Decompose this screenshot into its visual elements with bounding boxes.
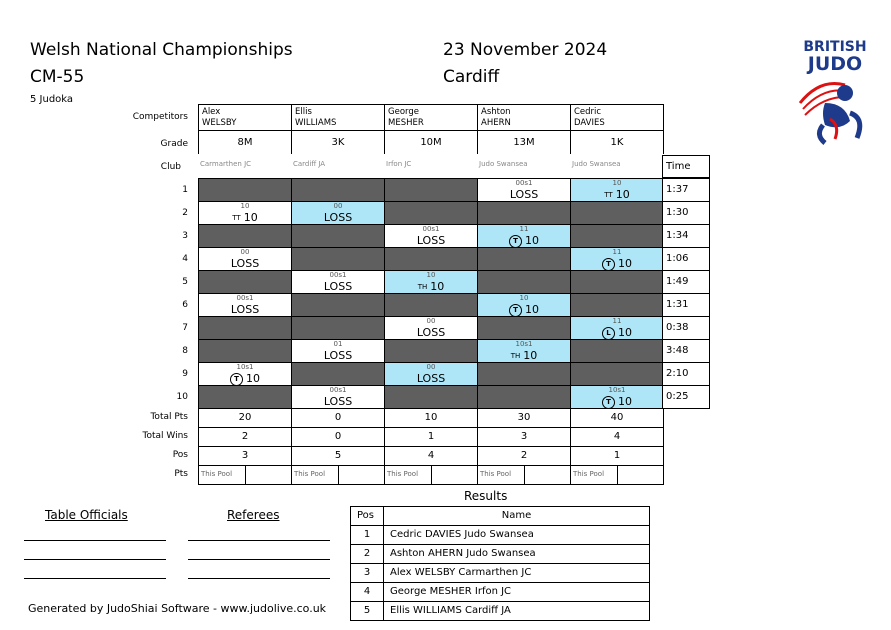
match-result-cell [384,270,478,294]
competitor-first-name: Cedric [574,107,602,117]
match-result-cell [291,201,385,225]
match-result-cell [477,247,571,271]
technique-icon: T [602,396,615,409]
summary-cell [570,408,664,428]
results-name: Alex WELSBY Carmarthen JC [383,563,650,583]
logo-line2: JUDO [807,53,863,75]
referees-label: Referees [227,508,280,522]
match-result [199,211,291,224]
match-result [385,280,477,293]
summary-cell [291,427,385,447]
grade-cell [198,130,292,155]
label-club: Club [160,162,181,172]
club-value: Cardiff JA [293,160,326,168]
grade-value: 1K [610,137,624,148]
summary-cell [477,408,571,428]
match-result [478,349,570,362]
technique-icon: T [230,373,243,386]
technique-icon: TT [604,191,613,199]
summary-value: 3 [241,450,249,461]
competitor-name-cell [291,104,385,131]
match-result-cell [477,270,571,294]
table-official-line-3 [24,578,166,579]
pool-points-cell [291,465,385,485]
summary-cell [198,408,292,428]
match-score: 10s1 [236,363,254,371]
footer-credit: Generated by JudoShiai Software - www.judolive.co.uk [28,602,327,615]
grade-cell [477,130,571,155]
match-number: 2 [182,208,188,218]
match-result-cell [198,293,292,317]
match-time: 0:25 [666,391,689,402]
match-time-cell [662,316,710,340]
match-result-cell [477,224,571,248]
club-cell [291,154,385,178]
label-competitors: Competitors [132,112,188,122]
match-result-cell [384,339,478,363]
this-pool-label: This Pool [201,470,233,478]
table-official-line-1 [24,540,166,541]
match-time-cell [662,339,710,363]
match-time: 1:49 [666,276,689,287]
match-result [199,303,291,316]
results-pos: 1 [350,525,384,545]
result-value: 10 [525,303,539,316]
competitor-first-name: Ellis [295,107,312,117]
match-result [478,234,570,248]
grade-cell [384,130,478,155]
grade-value: 8M [237,137,253,148]
table-officials-label: Table Officials [45,508,128,522]
match-score: 11 [519,225,529,233]
this-pool-label: This Pool [387,470,419,478]
result-value: 10 [246,372,260,385]
technique-icon: T [509,304,522,317]
result-value: 10 [618,326,632,339]
match-result-cell [477,201,571,225]
summary-value: 10 [424,412,438,423]
result-value: LOSS [230,257,260,270]
match-result-cell [291,224,385,248]
table-official-line-2 [24,559,166,560]
competitor-first-name: Ashton [481,107,511,117]
results-name: Ashton AHERN Judo Swansea [383,544,650,564]
event-date: 23 November 2024 [443,40,608,60]
match-score: 00s1 [329,386,347,394]
result-value: 10 [525,234,539,247]
club-cell [198,154,292,178]
this-pool-label: This Pool [294,470,326,478]
club-cell [477,154,571,178]
match-result-cell [384,385,478,409]
summary-value: 5 [334,450,342,461]
referee-line-1 [188,540,330,541]
match-result-cell [384,247,478,271]
match-result-cell [291,339,385,363]
club-value: Carmarthen JC [200,160,252,168]
match-result-cell [570,293,664,317]
match-number: 8 [182,346,188,356]
match-result [292,280,384,293]
summary-cell [198,446,292,466]
technique-icon: TH [417,283,428,291]
match-result-cell [570,178,664,202]
grade-value: 10M [420,137,442,148]
club-cell [570,154,664,178]
category: CM-55 [30,67,85,87]
match-time: 1:06 [666,253,689,264]
match-result-cell [570,247,664,271]
summary-cell [384,427,478,447]
match-result-cell [477,339,571,363]
match-result [385,372,477,385]
match-time: 3:48 [666,345,689,356]
this-pool-label: This Pool [480,470,512,478]
summary-value: 1 [613,450,621,461]
match-score: 10s1 [608,386,626,394]
result-value: 10 [243,211,258,224]
match-result-cell [570,224,664,248]
pts-divider [431,466,432,484]
match-result-cell [291,316,385,340]
summary-value: 30 [517,412,531,423]
match-result-cell [384,178,478,202]
pool-points-cell [384,465,478,485]
match-result [571,188,663,201]
results-name-header: Name [383,506,650,526]
logo-line1: BRITISH [803,39,867,55]
result-value: LOSS [323,349,353,362]
match-result-cell [477,362,571,386]
pts-divider [524,466,525,484]
summary-value: 4 [427,450,435,461]
results-pos: 3 [350,563,384,583]
match-result-cell [477,293,571,317]
competitor-name-cell [198,104,292,131]
result-value: LOSS [509,188,539,201]
match-number: 4 [182,254,188,264]
match-result [385,326,477,339]
time-header-cell [662,155,710,178]
match-result-cell [198,178,292,202]
results-pos: 4 [350,582,384,602]
result-value: LOSS [323,280,353,293]
match-time: 1:37 [666,184,689,195]
match-score: 00 [240,248,250,256]
summary-value: 20 [238,412,252,423]
result-value: LOSS [230,303,260,316]
pts-label: Pts [174,469,188,479]
grade-value: 13M [513,137,535,148]
technique-icon: TH [510,352,521,360]
match-time-cell [662,224,710,248]
match-time-cell [662,270,710,294]
club-cell [384,154,478,178]
club-value: Judo Swansea [572,160,621,168]
match-result-cell [570,270,664,294]
result-value: 10 [523,349,538,362]
summary-value: 0 [334,431,342,442]
summary-value: 1 [427,431,435,442]
match-score: 00 [426,363,436,371]
match-number: 3 [182,231,188,241]
match-number: 10 [176,392,188,402]
match-result-cell [198,270,292,294]
match-result-cell [570,385,664,409]
summary-label: Total Pts [150,412,188,422]
summary-label: Pos [172,450,188,460]
technique-icon: TT [232,214,241,222]
summary-value: 4 [613,431,621,442]
competitor-last-name: WELSBY [202,118,237,128]
summary-value: 3 [520,431,528,442]
match-time-cell [662,178,710,202]
match-result [385,234,477,247]
match-result-cell [291,293,385,317]
match-result-cell [384,224,478,248]
competitor-first-name: George [388,107,419,117]
match-result [571,326,663,340]
match-score: 00s1 [515,179,533,187]
competitor-last-name: DAVIES [574,118,605,128]
match-score: 11 [612,317,622,325]
club-value: Judo Swansea [479,160,528,168]
result-value: LOSS [323,211,353,224]
match-score: 10 [240,202,250,210]
match-result [292,395,384,408]
match-result-cell [384,362,478,386]
result-value: 10 [618,395,632,408]
result-value: LOSS [416,234,446,247]
referee-line-3 [188,578,330,579]
results-pos: 5 [350,601,384,621]
competitor-first-name: Alex [202,107,221,117]
match-result-cell [384,201,478,225]
match-result-cell [198,362,292,386]
match-result-cell [477,316,571,340]
grade-value: 3K [331,137,345,148]
match-result-cell [198,201,292,225]
competitor-name-cell [384,104,478,131]
match-result [199,257,291,270]
summary-value: 2 [520,450,528,461]
match-score: 00 [333,202,343,210]
match-result [292,349,384,362]
summary-cell [570,446,664,466]
match-result-cell [477,178,571,202]
club-value: Irfon JC [386,160,412,168]
pool-points-cell [570,465,664,485]
match-score: 00s1 [422,225,440,233]
time-header: Time [666,161,691,172]
summary-cell [477,446,571,466]
match-result-cell [198,316,292,340]
match-time-cell [662,385,710,409]
pts-divider [617,466,618,484]
results-pos-header: Pos [350,506,384,526]
grade-cell [291,130,385,155]
match-time-cell [662,201,710,225]
match-result-cell [291,385,385,409]
summary-value: 40 [610,412,624,423]
match-result-cell [570,201,664,225]
match-result-cell [570,316,664,340]
match-result-cell [477,385,571,409]
summary-cell [384,446,478,466]
results-pos: 2 [350,544,384,564]
summary-cell [384,408,478,428]
summary-cell [291,408,385,428]
summary-cell [198,427,292,447]
match-result-cell [291,247,385,271]
match-score: 10s1 [515,340,533,348]
result-value: 10 [430,280,445,293]
match-result-cell [198,224,292,248]
competitor-last-name: MESHER [388,118,424,128]
result-value: LOSS [323,395,353,408]
match-score: 10 [612,179,622,187]
result-value: LOSS [416,326,446,339]
match-result-cell [291,270,385,294]
judoka-count: 5 Judoka [30,94,74,105]
event-title: Welsh National Championships [30,40,293,60]
match-result-cell [198,247,292,271]
summary-cell [291,446,385,466]
match-score: 00s1 [329,271,347,279]
competitor-last-name: AHERN [481,118,511,128]
competitor-last-name: WILLIAMS [295,118,337,128]
competitor-name-cell [570,104,664,131]
location: Cardiff [443,67,500,87]
result-value: LOSS [416,372,446,385]
competitor-name-cell [477,104,571,131]
pts-divider [245,466,246,484]
match-score: 00s1 [236,294,254,302]
match-number: 6 [182,300,188,310]
match-score: 10 [426,271,436,279]
label-grade: Grade [160,139,188,149]
match-score: 11 [612,248,622,256]
match-result-cell [291,362,385,386]
this-pool-label: This Pool [573,470,605,478]
match-result-cell [291,178,385,202]
judo-figure-icon [795,73,875,148]
match-result [478,188,570,201]
summary-value: 0 [334,412,342,423]
technique-icon: T [602,258,615,271]
result-value: 10 [615,188,630,201]
match-score: 10 [519,294,529,302]
match-time-cell [662,362,710,386]
match-result-cell [570,362,664,386]
match-number: 5 [182,277,188,287]
match-time: 0:38 [666,322,689,333]
match-number: 7 [182,323,188,333]
results-title: Results [464,489,508,503]
referee-line-2 [188,559,330,560]
summary-cell [570,427,664,447]
match-result [478,303,570,317]
match-time: 1:34 [666,230,689,241]
match-time-cell [662,293,710,317]
match-result-cell [570,339,664,363]
match-result-cell [198,339,292,363]
results-name: Ellis WILLIAMS Cardiff JA [383,601,650,621]
match-result-cell [384,316,478,340]
pts-divider [338,466,339,484]
grade-cell [570,130,664,155]
match-time: 1:30 [666,207,689,218]
summary-cell [477,427,571,447]
match-score: 00 [426,317,436,325]
match-result [199,372,291,386]
match-result [292,211,384,224]
match-time: 2:10 [666,368,689,379]
technique-icon: T [509,235,522,248]
british-judo-logo [795,40,875,150]
match-time-cell [662,247,710,271]
pool-points-cell [477,465,571,485]
match-result-cell [198,385,292,409]
match-score: 01 [333,340,343,348]
match-time: 1:31 [666,299,689,310]
match-result [571,395,663,409]
pool-points-cell [198,465,292,485]
results-name: George MESHER Irfon JC [383,582,650,602]
result-value: 10 [618,257,632,270]
match-number: 1 [182,185,188,195]
match-result [571,257,663,271]
summary-value: 2 [241,431,249,442]
results-name: Cedric DAVIES Judo Swansea [383,525,650,545]
summary-label: Total Wins [142,431,188,441]
technique-icon: L [602,327,615,340]
match-result-cell [384,293,478,317]
match-number: 9 [182,369,188,379]
